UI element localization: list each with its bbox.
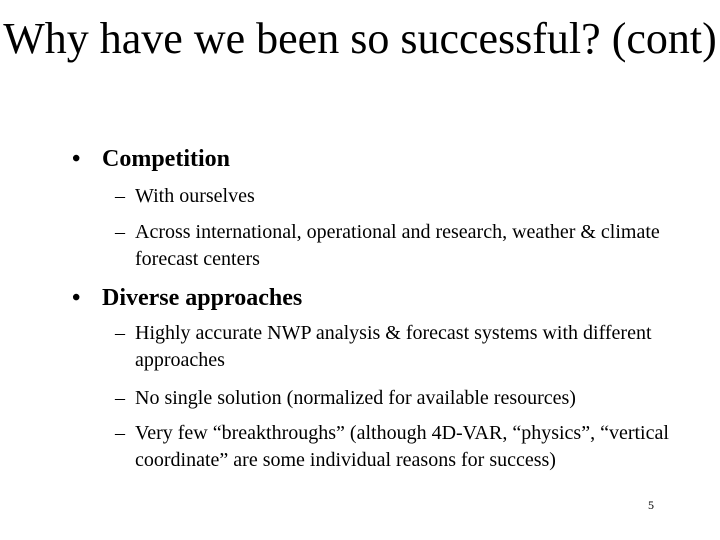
sub-bullet-dash: – xyxy=(115,387,125,409)
sub-bullet-dash: – xyxy=(115,422,125,444)
sub-bullet-dash: – xyxy=(115,322,125,344)
sub-bullet-item xyxy=(115,420,695,474)
sub-bullet-item xyxy=(115,219,695,273)
sub-bullet-item xyxy=(115,320,695,374)
bullet-dot: • xyxy=(72,146,81,172)
bullet-heading: Diverse approaches xyxy=(102,285,303,311)
sub-bullet-text: With ourselves xyxy=(135,185,255,207)
bullet-competition xyxy=(72,144,230,174)
page-number: 5 xyxy=(648,498,654,512)
sub-bullet-dash: – xyxy=(115,185,125,207)
bullet-dot: • xyxy=(72,285,81,311)
bullet-diverse-approaches xyxy=(72,283,302,313)
sub-bullet-item xyxy=(115,385,695,412)
sub-bullet-text: No single solution (normalized for available resources) xyxy=(135,387,576,409)
sub-bullet-dash: – xyxy=(115,221,125,243)
sub-bullet-text: Highly accurate NWP analysis & forecast systems with different approaches xyxy=(135,322,652,371)
sub-bullet-text: Across international, operational and research, weather & climate forecast centers xyxy=(135,221,660,270)
bullet-heading: Competition xyxy=(102,146,230,172)
sub-bullet-item xyxy=(115,183,695,210)
sub-bullet-text: Very few “breakthroughs” (although 4D-VAR, “physics”, “vertical coordinate” are some individual reasons for success) xyxy=(135,422,669,471)
slide-title: Why have we been so successful? (cont) xyxy=(3,14,717,63)
